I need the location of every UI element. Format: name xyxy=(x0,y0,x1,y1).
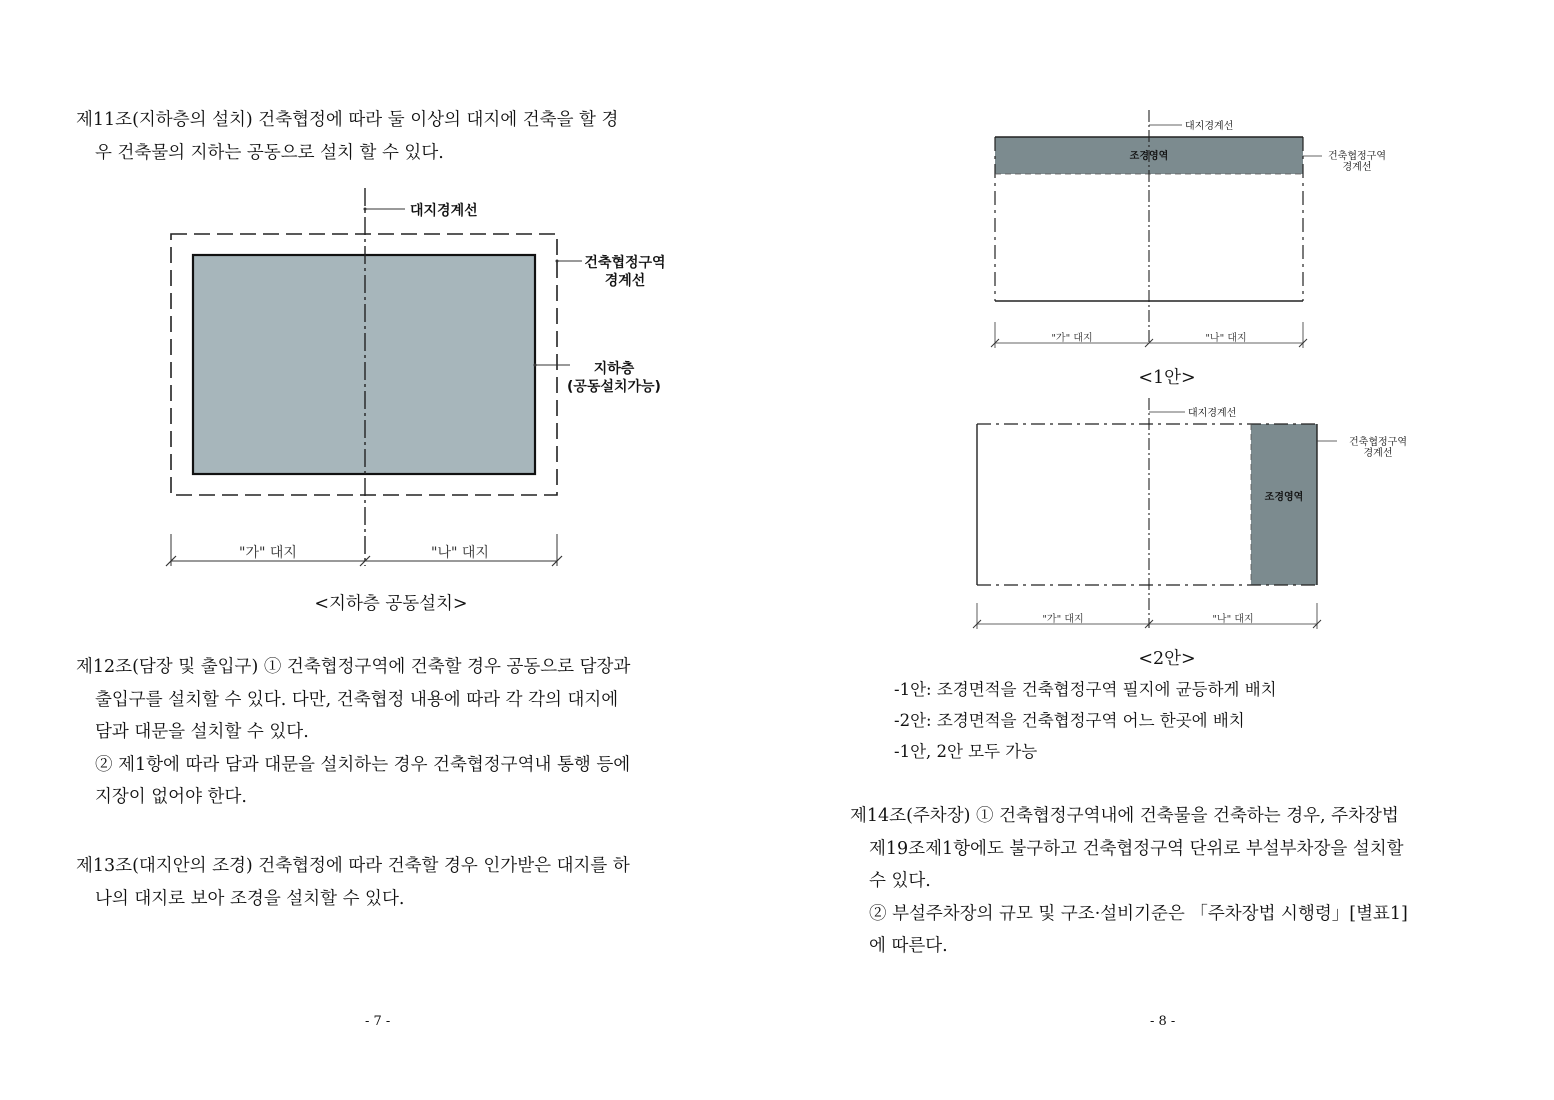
article-12-line-3: 담과 대문을 설치할 수 있다. xyxy=(95,722,309,742)
options-note-1: -1안: 조경면적을 건축협정구역 필지에 균등하게 배치 xyxy=(894,680,1277,699)
article-14-line-3: 수 있다. xyxy=(869,871,931,891)
caption-option-2: <2안> xyxy=(1138,649,1196,669)
article-12-line-2: 출입구를 설치할 수 있다. 다만, 건축협정 내용에 따라 각 각의 대지에 xyxy=(95,689,619,710)
diagram-basement xyxy=(0,0,777,580)
article-14-line-4: ② 부설주차장의 규모 및 구조·설비기준은 「주차장법 시행령」[별표1] xyxy=(869,903,1408,924)
zone-boundary-label-1: 건축협정구역 xyxy=(584,255,666,271)
site-na-label-option-1: "나" 대지 xyxy=(1205,333,1247,344)
basement-label-1: 지하층 xyxy=(593,361,635,377)
page-number-left: - 7 - xyxy=(365,1014,391,1029)
article-13-line-1: 제13조(대지안의 조경) 건축협정에 따라 건축할 경우 인가받은 대지를 하 xyxy=(76,856,630,876)
basement-label-2: (공동설치가능) xyxy=(567,379,661,395)
options-note-3: -1안, 2안 모두 가능 xyxy=(894,742,1038,761)
zone-boundary-label-1-option-2: 건축협정구역 xyxy=(1349,437,1407,448)
article-13 xyxy=(76,850,630,915)
zone-boundary-label-1-option-1: 건축협정구역 xyxy=(1328,151,1386,162)
article-14-line-1: 제14조(주차장) ① 건축협정구역내에 건축물을 건축하는 경우, 주차장법 xyxy=(850,806,1399,826)
article-12 xyxy=(76,651,630,814)
site-ga-label-option-1: "가" 대지 xyxy=(1051,333,1093,344)
page-right xyxy=(777,0,1554,1100)
article-13-line-2: 나의 대지로 보아 조경을 설치할 수 있다. xyxy=(95,888,405,909)
basement-rect xyxy=(193,255,535,474)
options-note-2: -2안: 조경면적을 건축협정구역 어느 한곳에 배치 xyxy=(894,711,1245,730)
caption-basement: <지하층 공동설치> xyxy=(314,594,468,614)
site-boundary-label: 대지경계선 xyxy=(410,203,478,219)
site-ga-label-option-2: "가" 대지 xyxy=(1042,614,1084,625)
landscape-label-option-2: 조경영역 xyxy=(1264,492,1304,503)
site-boundary-label-option-1: 대지경계선 xyxy=(1185,121,1234,132)
page-number-right: - 8 - xyxy=(1150,1014,1176,1029)
landscape-label-option-1: 조경영역 xyxy=(1129,151,1169,162)
site-na-label-option-2: "나" 대지 xyxy=(1212,614,1254,625)
site-boundary-label-option-2: 대지경계선 xyxy=(1188,408,1237,419)
article-14 xyxy=(850,800,1408,963)
article-11-line-2: 우 건축물의 지하는 공동으로 설치 할 수 있다. xyxy=(95,142,444,163)
options-notes xyxy=(894,674,1277,767)
zone-boundary-label-2: 경계선 xyxy=(604,273,646,289)
article-11-line-1: 제11조(지하층의 설치) 건축협정에 따라 둘 이상의 대지에 건축을 할 경 xyxy=(76,110,619,130)
article-14-line-2: 제19조제1항에도 불구하고 건축협정구역 단위로 부설부차장을 설치할 xyxy=(869,838,1404,859)
caption-option-1: <1안> xyxy=(1138,368,1196,388)
site-ga-label: "가" 대지 xyxy=(239,545,297,561)
article-12-line-5: 지장이 없어야 한다. xyxy=(95,787,247,807)
zone-boundary-label-2-option-1: 경계선 xyxy=(1342,162,1372,173)
diagram-option-2 xyxy=(777,0,1554,640)
zone-boundary-label-2-option-2: 경계선 xyxy=(1363,448,1393,459)
article-12-line-1: 제12조(담장 및 출입구) ① 건축협정구역에 건축할 경우 공동으로 담장과 xyxy=(76,657,631,677)
site-na-label: "나" 대지 xyxy=(431,545,489,561)
article-14-line-5: 에 따른다. xyxy=(869,936,948,956)
landscape-strip-option-2 xyxy=(1251,424,1317,585)
article-12-line-4: ② 제1항에 따라 담과 대문을 설치하는 경우 건축협정구역내 통행 등에 xyxy=(95,754,631,775)
